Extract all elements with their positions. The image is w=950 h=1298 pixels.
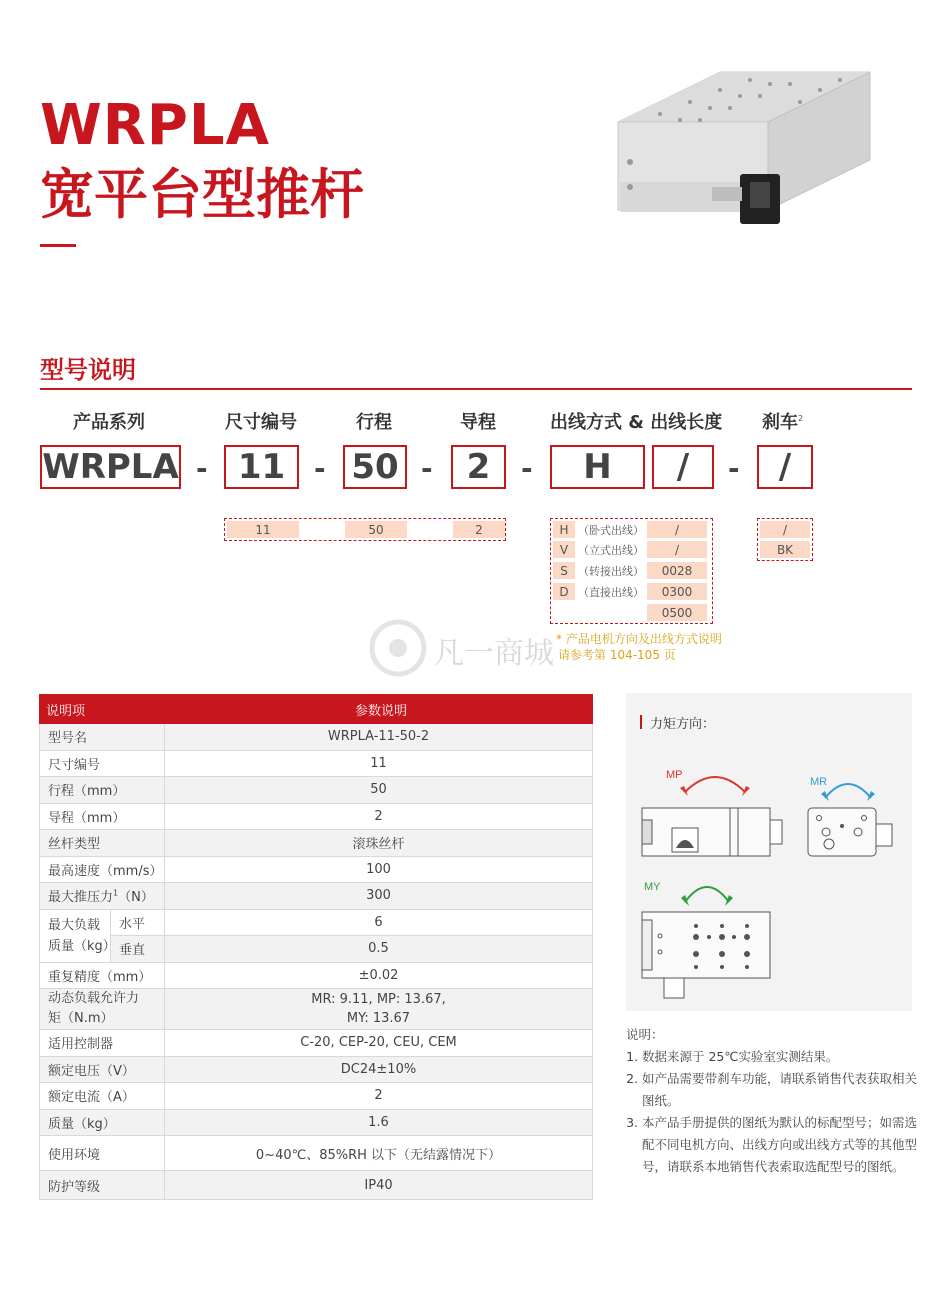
row-label-text: 最大推压力 (48, 890, 114, 906)
option-size: 11 (227, 521, 299, 538)
outlet-code: H (553, 521, 575, 538)
moment-label-l2: 矩（N.m） (48, 1011, 114, 1026)
row-value: 2 (165, 803, 593, 830)
row-label: 质量（kg） (40, 1109, 165, 1136)
row-label: 防护等级 (40, 1171, 165, 1200)
table-header-value: 参数说明 (165, 695, 593, 724)
code-box-series: WRPLA (40, 445, 181, 489)
options-size-stroke-lead (224, 518, 506, 541)
section-title: 型号说明 (40, 356, 136, 384)
table-row (40, 936, 593, 963)
row-label (40, 883, 165, 910)
table-row (40, 962, 593, 989)
outlet-length: / (647, 541, 707, 558)
row-value: DC24±10% (165, 1056, 593, 1083)
moment-panel-title: 力矩方向： (650, 717, 716, 732)
note-item: 3. 本产品手册提供的图纸为默认的标配型号；如需选配不同电机方向、出线方向或出线方式等的其他型号，请联系本地销售代表索取选配型号的图纸。 (642, 1112, 918, 1178)
outlet-option (553, 562, 707, 579)
row-value: 2 (165, 1083, 593, 1110)
code-dash: - (314, 452, 326, 485)
code-dash: - (728, 452, 740, 485)
outlet-code: S (553, 562, 575, 579)
footnote-mark: 1 (113, 888, 119, 898)
header-lead: 导程 (460, 412, 496, 433)
options-outlet (550, 518, 713, 624)
row-label: 额定电压（V） (40, 1056, 165, 1083)
product-title-cn: 宽平台型推杆 (40, 163, 364, 226)
my-top-view (642, 912, 770, 978)
brake-option: BK (760, 541, 810, 558)
outlet-option (647, 604, 707, 621)
product-title-en: WRPLA (40, 93, 270, 158)
table-row (40, 883, 593, 910)
row-label: 型号名 (40, 724, 165, 751)
table-row (40, 1083, 593, 1110)
mr-arrow-icon (825, 784, 871, 798)
row-label: 丝杆类型 (40, 830, 165, 857)
notes-list (626, 1046, 918, 1178)
row-label: 导程（mm） (40, 803, 165, 830)
row-value: 0.5 (165, 936, 593, 963)
watermark-text: 凡一商城 (434, 636, 554, 671)
row-value: C-20, CEP-20, CEU, CEM (165, 1030, 593, 1057)
row-value: WRPLA-11-50-2 (165, 724, 593, 751)
mr-label: MR (810, 776, 828, 788)
options-brake (757, 518, 813, 561)
table-row (40, 803, 593, 830)
outlet-desc: （直接出线） (578, 585, 644, 599)
row-label: 额定电流（A） (40, 1083, 165, 1110)
table-header (40, 695, 593, 724)
code-dash: - (521, 452, 533, 485)
mp-label: MP (666, 769, 683, 781)
mp-arrow-icon (685, 777, 745, 792)
outlet-code: V (553, 541, 575, 558)
table-row (40, 777, 593, 804)
row-label-load (40, 909, 116, 962)
code-box-size: 11 (224, 445, 299, 489)
row-label: 尺寸编号 (40, 750, 165, 777)
table-row (40, 1056, 593, 1083)
table-header-item: 说明项 (40, 695, 165, 724)
code-dash: - (196, 452, 208, 485)
product-image (600, 62, 920, 252)
table-row (40, 750, 593, 777)
watermark-logo-icon (368, 618, 428, 678)
table-row (40, 856, 593, 883)
row-label: 重复精度（mm） (40, 962, 165, 989)
my-label: MY (644, 881, 661, 893)
header-stroke: 行程 (356, 412, 392, 433)
code-dash: - (421, 452, 433, 485)
option-note-line2: 请参考第 104-105 页 (558, 648, 676, 662)
code-box-stroke: 50 (343, 445, 407, 489)
outlet-option (553, 541, 707, 558)
header-brake-label: 刹车 (762, 412, 798, 433)
table-row (40, 1030, 593, 1057)
code-box-length: / (652, 445, 714, 489)
notes-title: 说明： (626, 1027, 664, 1042)
moment-diagram (630, 740, 910, 1005)
row-value: 6 (165, 909, 593, 936)
table-row (40, 830, 593, 857)
outlet-code: D (553, 583, 575, 600)
header-series: 产品系列 (73, 412, 145, 433)
table-row (40, 724, 593, 751)
my-arrow-icon (685, 887, 729, 902)
code-box-brake: / (757, 445, 813, 489)
spec-table (39, 694, 593, 1200)
table-row (40, 1171, 593, 1200)
code-box-lead: 2 (451, 445, 506, 489)
row-label: 使用环境 (40, 1136, 165, 1171)
row-value: 1.6 (165, 1109, 593, 1136)
load-label-l1: 最大负载 (48, 917, 101, 933)
header-brake (762, 408, 803, 434)
title-underline (40, 244, 76, 247)
note-item: 2. 如产品需要带刹车功能，请联系销售代表获取相关图纸。 (642, 1068, 918, 1112)
outlet-option (553, 583, 707, 600)
row-value: ±0.02 (165, 962, 593, 989)
row-label: 行程（mm） (40, 777, 165, 804)
row-value: 11 (165, 750, 593, 777)
row-label (40, 989, 165, 1030)
brake-option: / (760, 521, 810, 538)
moment-value-l2: MY: 13.67 (346, 1011, 411, 1026)
outlet-desc: （立式出线） (578, 543, 644, 557)
table-row (40, 989, 593, 1030)
load-label-l2: 质量（kg） (48, 938, 116, 954)
row-label: 适用控制器 (40, 1030, 165, 1057)
row-label-unit: （N） (118, 890, 154, 906)
row-value (165, 989, 593, 1030)
row-value: IP40 (165, 1171, 593, 1200)
outlet-length: 0500 (647, 604, 707, 621)
note-item: 1. 数据来源于 25℃实验室实测结果。 (642, 1046, 918, 1068)
section-divider (40, 388, 912, 390)
option-lead: 2 (453, 521, 505, 538)
row-value: 100 (165, 856, 593, 883)
row-value: 50 (165, 777, 593, 804)
outlet-option (553, 521, 707, 538)
option-note-line1: * 产品电机方向及出线方式说明 (556, 632, 722, 646)
brake-footnote: 2 (798, 414, 804, 423)
outlet-desc: （卧式出线） (578, 523, 644, 537)
option-stroke: 50 (345, 521, 407, 538)
mp-side-view (642, 808, 770, 856)
moment-label-l1: 动态负载允许力 (48, 991, 140, 1006)
moment-value-l1: MR: 9.11, MP: 13.67, (311, 992, 446, 1007)
table-row (40, 1136, 593, 1171)
code-box-outlet: H (550, 445, 645, 489)
outlet-length: / (647, 521, 707, 538)
row-sublabel: 垂直 (111, 936, 165, 963)
table-row (40, 909, 593, 936)
outlet-desc: （转接出线） (578, 564, 644, 578)
table-row (40, 1109, 593, 1136)
panel-title-bar (640, 715, 642, 729)
watermark (368, 618, 428, 682)
outlet-length: 0028 (647, 562, 707, 579)
row-value: 300 (165, 883, 593, 910)
row-value: 0~40℃、85%RH 以下（无结露情况下） (165, 1136, 593, 1171)
header-size: 尺寸编号 (225, 412, 297, 433)
outlet-length: 0300 (647, 583, 707, 600)
notes (626, 1024, 918, 1178)
row-label: 最高速度（mm/s） (40, 856, 165, 883)
header-outlet: 出线方式 & 出线长度 (550, 412, 723, 433)
row-sublabel: 水平 (111, 909, 165, 936)
row-value: 滚珠丝杆 (165, 830, 593, 857)
